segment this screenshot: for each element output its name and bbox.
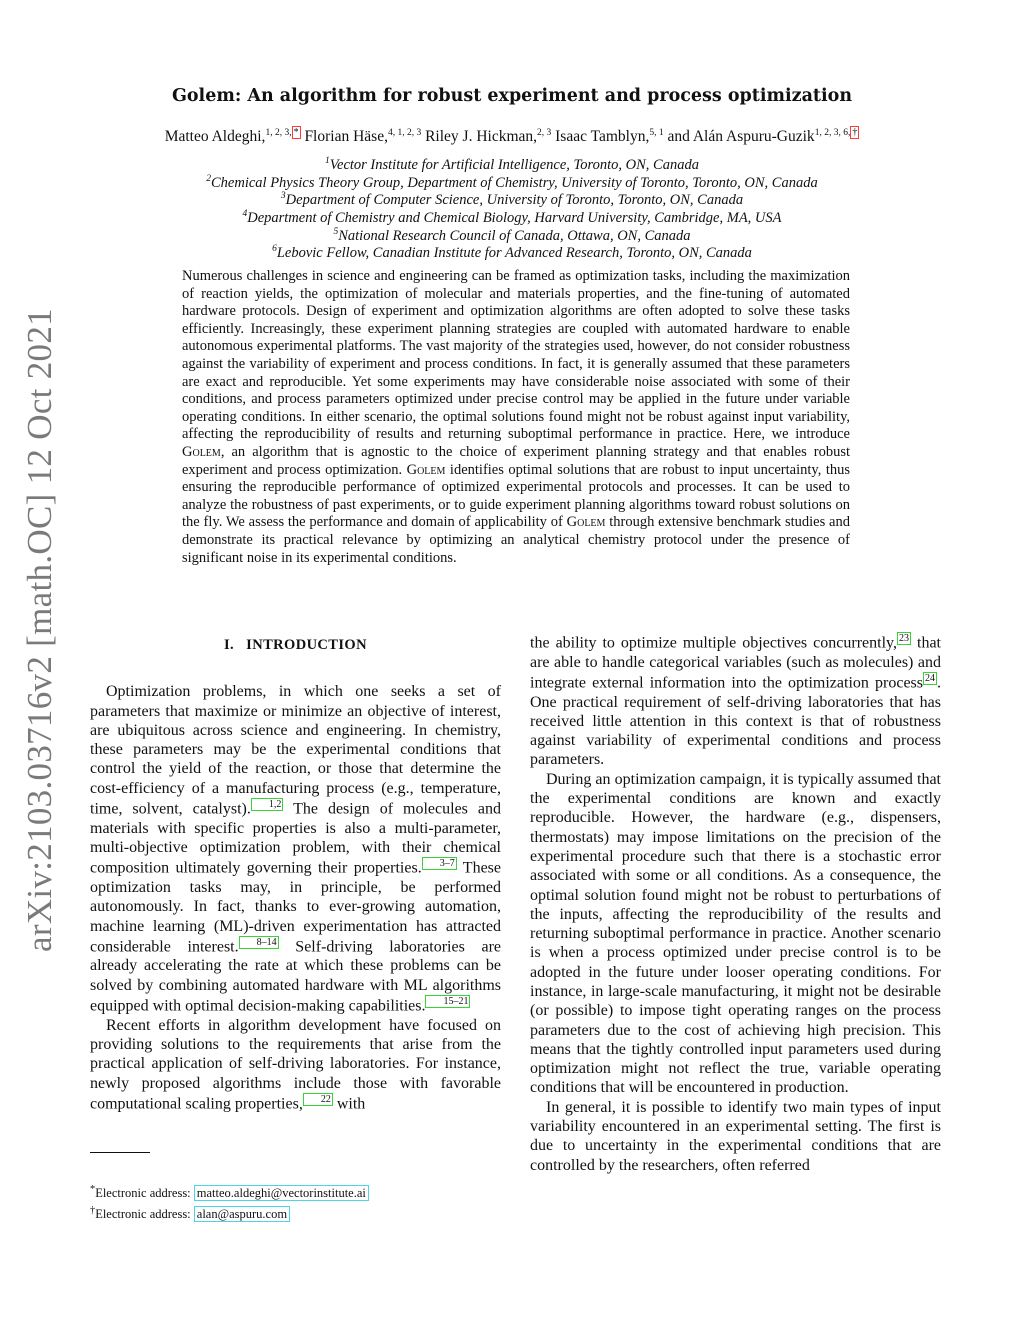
author-affil-sup: 5, 1 — [649, 128, 664, 138]
intro-paragraph-2 — [90, 1016, 501, 1114]
paragraph-text: Recent efforts in algorithm development have focused on providing solutions to the requirements that arise from the practical application of self-driving laboratories. For instance, newly proposed algorithms include those with favorable computational scaling properties, — [90, 1016, 501, 1113]
author-affil-sup: 1, 2, 3, — [265, 128, 292, 138]
affiliation-line — [0, 188, 1024, 209]
footnote — [90, 1202, 510, 1223]
affiliation-text: National Research Council of Canada, Ottawa, ON, Canada — [338, 227, 691, 244]
affiliation-line — [0, 171, 1024, 189]
arxiv-identifier: arXiv:2103.03716v2 [math.OC] 12 Oct 2021 — [20, 308, 59, 952]
author-affil-sup: 1, 2, 3, 6, — [814, 128, 851, 138]
footnote-mark: * — [90, 1184, 96, 1195]
citation-link[interactable]: 24 — [925, 672, 935, 684]
affiliation-number: 1 — [325, 156, 330, 166]
author-name: and Alán Aspuru-Guzik — [667, 128, 815, 146]
paragraph-text: These optimization tasks may, in principle, be performed autonomously. In fact, thanks to ever-growing automation, machine learning (ML)-driven experimentation has attracted considerable interest. — [90, 859, 502, 956]
footnote-mark-link[interactable]: † — [852, 127, 858, 138]
footnote-mark-link[interactable]: * — [293, 127, 299, 138]
email-link[interactable]: matteo.aldeghi@vectorinstitute.ai — [194, 1185, 369, 1201]
paragraph-text: with — [332, 1095, 366, 1113]
intro-paragraph-2-continued — [530, 632, 941, 770]
footnotes — [90, 1181, 510, 1223]
citation-link[interactable]: 22 — [303, 1093, 333, 1106]
author-name: Florian Häse, — [304, 128, 388, 146]
paper-title: Golem: An algorithm for robust experiment and process optimization — [171, 86, 853, 106]
footnote-label: Electronic address: — [95, 1207, 194, 1222]
author-list — [0, 126, 1024, 146]
right-column — [530, 632, 941, 1175]
intro-paragraph-4: In general, it is possible to identify two main types of input variability encountered in an experimental setting. The first is due to uncertainty in the experimental conditions that are controlled by the researchers, often referred — [530, 1098, 941, 1174]
paragraph-text: the ability to optimize multiple objectives concurrently, — [530, 634, 897, 652]
affiliation-text: Lebovic Fellow, Canadian Institute for Advanced Research, Toronto, ON, Canada — [276, 245, 752, 262]
abstract-text: identifies optimal solutions that are robust to input uncertainty, thus ensuring the reproducible performance of optimized experimental protocols and processes. It can be used to analyze the robustness of past experiments, or to guide experiment planning algorithms toward robust solutions on the fly. We assess the performance and domain of applicability of — [182, 461, 851, 531]
citation-link[interactable]: 23 — [898, 633, 909, 644]
affiliation-line — [0, 241, 1024, 262]
paragraph-text: The design of molecules and materials with specific properties is also a multi-parameter, multi-objective optimization problem, with their chemical composition ultimately governing their properties. — [90, 800, 502, 877]
golem-name: Golem — [182, 443, 221, 460]
author-name: Isaac Tamblyn, — [555, 128, 650, 146]
affiliation-number: 4 — [242, 209, 248, 220]
abstract — [182, 268, 850, 567]
author-affil-sup: 2, 3 — [537, 128, 552, 138]
email-link[interactable]: alan@aspuru.com — [194, 1206, 290, 1222]
golem-name: Golem — [566, 514, 606, 531]
abstract-text: Numerous challenges in science and engineering can be framed as optimization tasks, including the maximization of reaction yields, the optimization of molecular and materials properties, and the fine-tuning of automated hardware protocols. Design of experiment and optimization algorithms are often adopted to solve these tasks efficiently. Increasingly, these experiment planning strategies are coupled with automated hardware to enable autonomous experimental platforms. The vast majority of the strategies used, however, do not consider robustness against the variability of experiment and process conditions. In fact, it is generally assumed that these parameters are exact and reproducible. Yet some experiments may have considerable noise associated with some of their conditions, and process parameters optimized under precise control may be applied in the future under variable operating conditions. In either scenario, the optimal solutions found might not be robust against input variability, affecting the reproducibility of results and returning suboptimal performance in practice. Here, we introduce — [182, 268, 850, 443]
affiliation-line — [0, 224, 1024, 242]
intro-paragraph-3: During an optimization campaign, it is typically assumed that the experimental conditions are known and exactly reproducible. However, the hardware (e.g., dispensers, thermostats) may impose limitations on the precision of the experimental procedure such that there is a stochastic error associated with some or all conditions. As a consequence, the optimal solution found might not be robust to perturbations of the inputs, affecting the reproducibility of the results and returning suboptimal performance in practice. Another scenario is when a process optimized under precise control is to be adopted in the future under looser operating conditions. For instance, in large-scale manufacturing, it might not be desirable (or possible) to impose tight operating ranges on the process parameters due to the cost of achieving high precision. This means that the tightly controlled input parameters used during optimization might not reflect the true, variable operating conditions that will be encountered in production. — [530, 770, 941, 1097]
author-name: Riley J. Hickman, — [425, 128, 538, 146]
footnote — [90, 1181, 510, 1202]
paragraph-text: that are able to handle categorical variables (such as molecules) and integrate external information into the optimization process — [530, 634, 941, 692]
golem-name: Golem — [406, 461, 446, 478]
arxiv-sidebar — [10, 265, 70, 995]
author-name: Matteo Aldeghi, — [164, 128, 266, 146]
affiliation-number: 3 — [280, 191, 286, 202]
section-number: I. — [224, 637, 235, 653]
affiliation-text: Department of Computer Science, University of Toronto, Toronto, ON, Canada — [285, 192, 744, 209]
section-title: INTRODUCTION — [246, 637, 367, 653]
intro-paragraph-1 — [90, 682, 501, 1015]
affiliation-text: Department of Chemistry and Chemical Biology, Harvard University, Cambridge, MA, USA — [247, 209, 782, 226]
author-affil-sup: 4, 1, 2, 3 — [387, 128, 422, 138]
footnote-label: Electronic address: — [95, 1186, 194, 1201]
paragraph-text: Self-driving laboratories are already accelerating the rate at which these problems can be solved by combining automated hardware with ML algorithms equipped with optimal decision-making capabilities. — [90, 938, 502, 1015]
citation-link[interactable]: 8–14 — [239, 936, 279, 949]
affiliation-line — [0, 206, 1024, 224]
affiliation-number: 5 — [333, 226, 339, 237]
affiliation-number: 2 — [206, 173, 211, 184]
affiliation-text: Vector Institute for Artificial Intelligence, Toronto, ON, Canada — [329, 156, 699, 173]
citation-link[interactable]: 15–21 — [425, 995, 470, 1008]
affiliation-line — [0, 153, 1024, 171]
paragraph-text: . One practical requirement of self-driving laboratories that has received little attention in this context is that of robustness against variability of experimental conditions and process parameters. — [530, 674, 941, 769]
paragraph-text: Optimization problems, in which one seeks a set of parameters that maximize or minimize an objective of interest, are ubiquitous across science and engineering. In chemistry, these parameters may be the experimental conditions that control the yield of the reaction, or those that determine the cost-efficiency of a manufacturing process (e.g., temperature, time, solvent, catalyst). — [90, 683, 501, 818]
abstract-text: through extensive benchmark studies and demonstrate its practical relevance by optimizing an analytical chemistry protocol under the presence of significant noise in its experimental conditions. — [182, 514, 850, 566]
abstract-text: , an algorithm that is agnostic to the choice of experiment planning strategy and that enables robust experiment and process optimization. — [182, 443, 850, 478]
left-column — [90, 632, 501, 1113]
affiliation-number: 6 — [272, 244, 277, 255]
citation-link[interactable]: 3–7 — [422, 857, 457, 870]
affiliation-text: Chemical Physics Theory Group, Department of Chemistry, University of Toronto, Toronto, ON, Canada — [211, 174, 818, 191]
affiliations — [0, 153, 1024, 262]
footnote-mark: † — [90, 1205, 96, 1217]
section-heading — [90, 636, 501, 655]
footnote-divider — [90, 1152, 150, 1153]
citation-link[interactable]: 1,2 — [251, 798, 284, 811]
